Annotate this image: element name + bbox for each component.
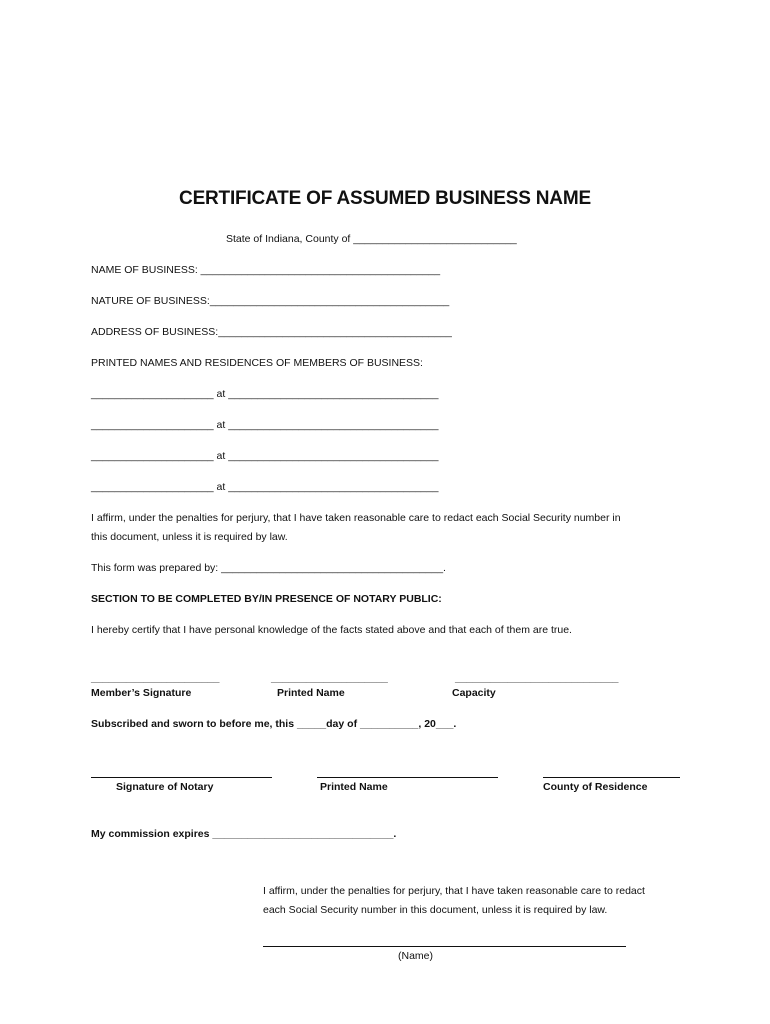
affirm-statement-line-2: this document, unless it is required by law.	[91, 531, 288, 543]
commission-expires-line: My commission expires _______________________________.	[91, 828, 397, 840]
name-of-business-line: NAME OF BUSINESS: _________________________________________	[91, 264, 441, 276]
subscribed-sworn-line: Subscribed and sworn to before me, this _____day of __________, 20___.	[91, 718, 457, 730]
notary-printed-name-line	[317, 777, 498, 778]
name-signature-line	[263, 946, 626, 947]
prepared-by-line: This form was prepared by: ______________________________________.	[91, 562, 446, 574]
capacity-blank: ____________________________	[455, 672, 619, 684]
member-line: _____________________ at ____________________________________	[91, 450, 439, 462]
county-of-residence-line	[543, 777, 680, 778]
affirm-statement-line-1: I affirm, under the penalties for perjury, that I have taken reasonable care to redact each Social Security number in	[91, 512, 621, 524]
nature-of-business-line: NATURE OF BUSINESS:_________________________________________	[91, 295, 450, 307]
capacity-label: Capacity	[452, 687, 496, 699]
county-of-residence-label: County of Residence	[543, 781, 648, 793]
member-line: _____________________ at ____________________________________	[91, 419, 439, 431]
state-county-line: State of Indiana, County of ____________________________	[226, 233, 517, 245]
notary-section-heading: SECTION TO BE COMPLETED BY/IN PRESENCE OF NOTARY PUBLIC:	[91, 593, 442, 605]
members-heading: PRINTED NAMES AND RESIDENCES OF MEMBERS OF BUSINESS:	[91, 357, 423, 369]
name-label: (Name)	[398, 950, 434, 962]
member-line: _____________________ at ____________________________________	[91, 481, 439, 493]
member-signature-blank: ______________________	[91, 672, 220, 684]
notary-signature-line	[91, 777, 272, 778]
final-affirm-line-1: I affirm, under the penalties for perjury, that I have taken reasonable care to redact	[263, 885, 645, 897]
certify-statement: I hereby certify that I have personal knowledge of the facts stated above and that each of them are true.	[91, 624, 572, 636]
member-line: _____________________ at ____________________________________	[91, 388, 439, 400]
member-signature-label: Member’s Signature	[91, 687, 192, 699]
signature-of-notary-label: Signature of Notary	[116, 781, 214, 793]
document-title: CERTIFICATE OF ASSUMED BUSINESS NAME	[179, 188, 591, 209]
notary-printed-name-label: Printed Name	[320, 781, 388, 793]
printed-name-blank: ____________________	[271, 672, 388, 684]
printed-name-label: Printed Name	[277, 687, 345, 699]
address-of-business-line: ADDRESS OF BUSINESS:________________________________________	[91, 326, 452, 338]
final-affirm-line-2: each Social Security number in this document, unless it is required by law.	[263, 904, 608, 916]
